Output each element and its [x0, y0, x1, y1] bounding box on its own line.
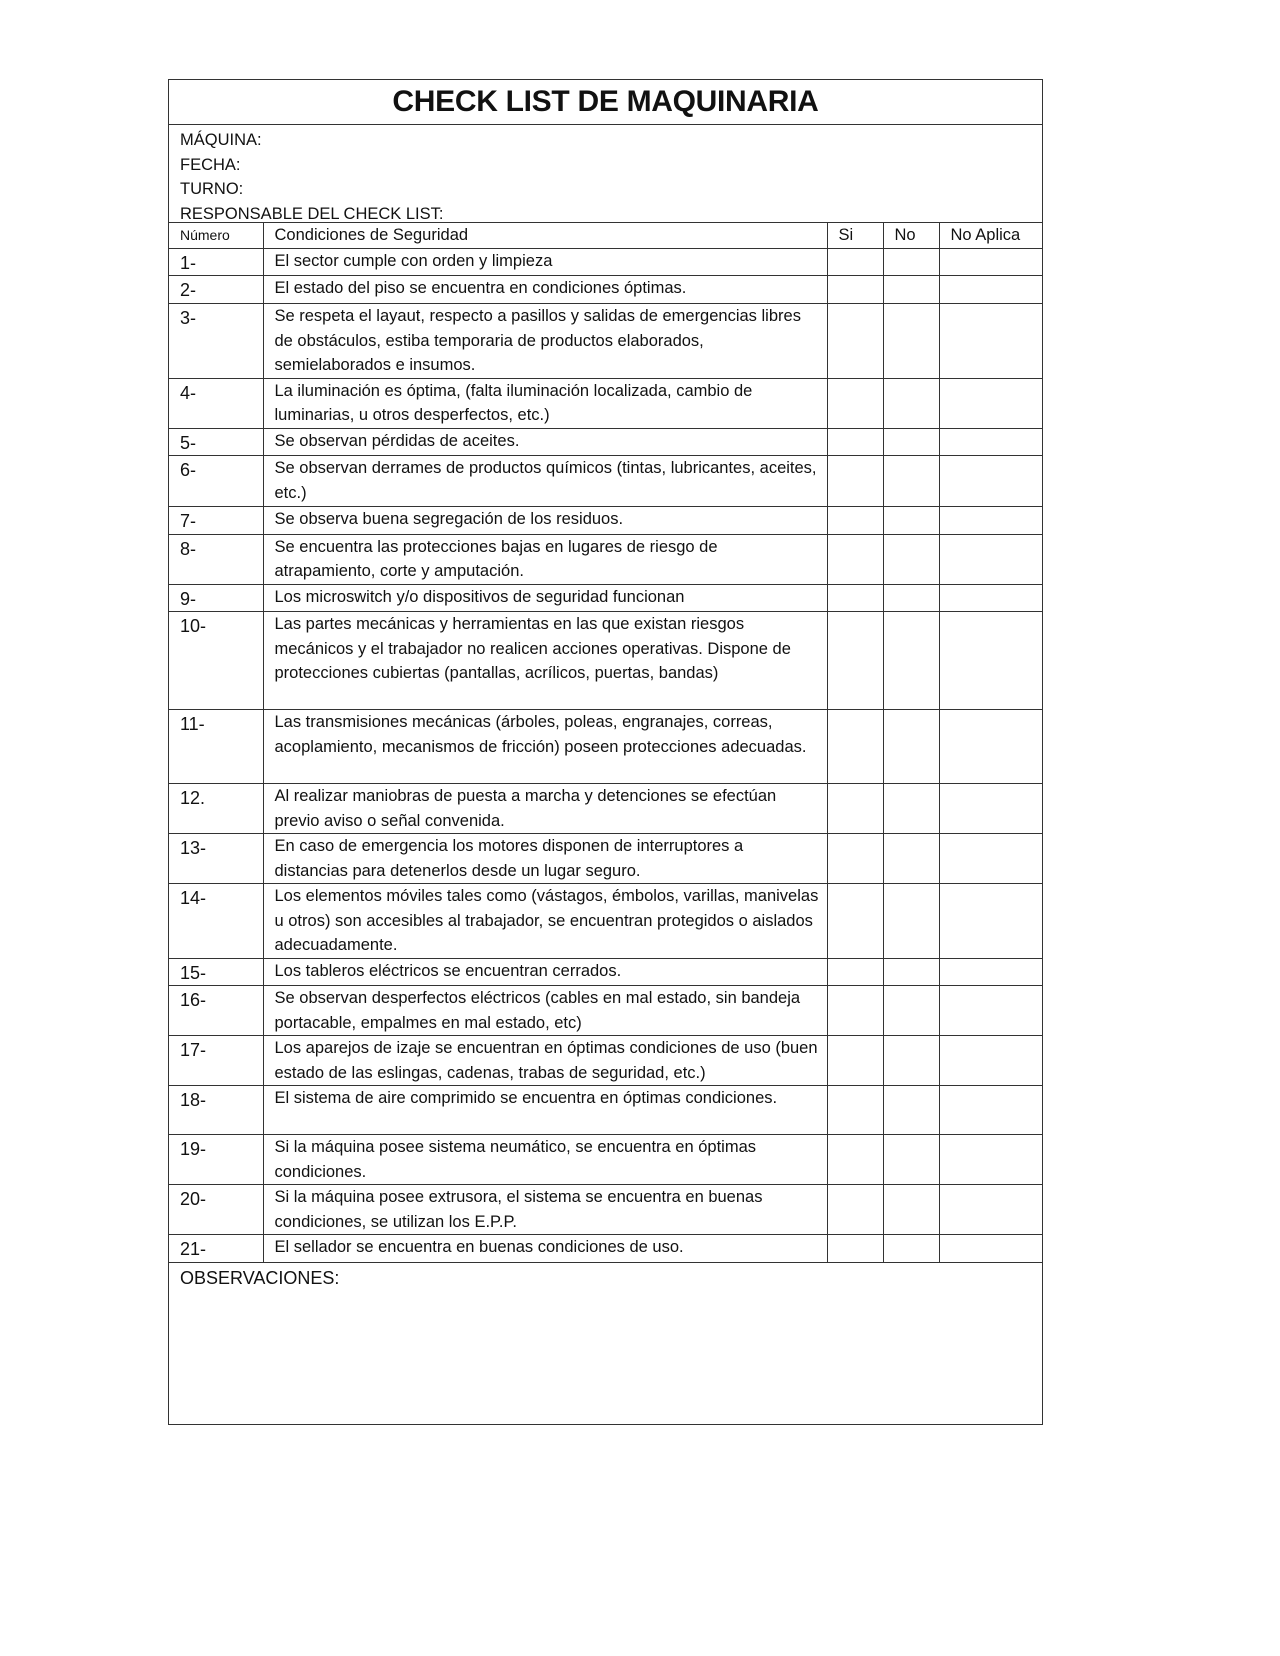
header-no: No: [883, 223, 939, 248]
observations-section[interactable]: [169, 1263, 1042, 1424]
yes-checkbox-cell[interactable]: [827, 1036, 883, 1086]
row-condition: Se observa buena segregación de los residuos.: [263, 507, 827, 535]
row-number: 7-: [169, 507, 263, 535]
yes-checkbox-cell[interactable]: [827, 378, 883, 428]
date-field[interactable]: FECHA:: [180, 155, 241, 174]
not-applicable-checkbox-cell[interactable]: [939, 584, 1042, 612]
row-number: 1-: [169, 248, 263, 276]
row-condition: Se observan pérdidas de aceites.: [263, 428, 827, 456]
not-applicable-checkbox-cell[interactable]: [939, 612, 1042, 710]
no-checkbox-cell[interactable]: [883, 248, 939, 276]
no-checkbox-cell[interactable]: [883, 1036, 939, 1086]
table-row: [169, 784, 1042, 834]
yes-checkbox-cell[interactable]: [827, 534, 883, 584]
row-condition: En caso de emergencia los motores disponen de interruptores a distancias para detenerlos desde un lugar seguro.: [263, 834, 827, 884]
no-checkbox-cell[interactable]: [883, 456, 939, 507]
not-applicable-checkbox-cell[interactable]: [939, 834, 1042, 884]
row-condition: Se respeta el layaut, respecto a pasillos y salidas de emergencias libres de obstáculos, estiba temporaria de productos elaborados, semielaborados e insumos.: [263, 304, 827, 379]
no-checkbox-cell[interactable]: [883, 507, 939, 535]
row-number: 14-: [169, 884, 263, 959]
table-row: [169, 958, 1042, 986]
row-condition: Se encuentra las protecciones bajas en lugares de riesgo de atrapamiento, corte y amputación.: [263, 534, 827, 584]
not-applicable-checkbox-cell[interactable]: [939, 784, 1042, 834]
row-number: 4-: [169, 378, 263, 428]
not-applicable-checkbox-cell[interactable]: [939, 1135, 1042, 1185]
row-condition: Al realizar maniobras de puesta a marcha y detenciones se efectúan previo aviso o señal convenida.: [263, 784, 827, 834]
row-number: 9-: [169, 584, 263, 612]
table-row: [169, 378, 1042, 428]
row-number: 20-: [169, 1185, 263, 1235]
yes-checkbox-cell[interactable]: [827, 456, 883, 507]
info-fields: [169, 125, 1042, 223]
no-checkbox-cell[interactable]: [883, 958, 939, 986]
header-number: Número: [169, 223, 263, 248]
yes-checkbox-cell[interactable]: [827, 276, 883, 304]
row-number: 2-: [169, 276, 263, 304]
table-row: [169, 1086, 1042, 1135]
no-checkbox-cell[interactable]: [883, 884, 939, 959]
row-condition: Los elementos móviles tales como (vástagos, émbolos, varillas, manivelas u otros) son accesibles al trabajador, se encuentran protegidos o aislados adecuadamente.: [263, 884, 827, 959]
row-number: 15-: [169, 958, 263, 986]
row-condition: Si la máquina posee sistema neumático, se encuentra en óptimas condiciones.: [263, 1135, 827, 1185]
table-row: [169, 884, 1042, 959]
row-condition: Se observan derrames de productos químicos (tintas, lubricantes, aceites, etc.): [263, 456, 827, 507]
row-number: 19-: [169, 1135, 263, 1185]
yes-checkbox-cell[interactable]: [827, 710, 883, 784]
yes-checkbox-cell[interactable]: [827, 1185, 883, 1235]
table-row: [169, 276, 1042, 304]
row-number: 11-: [169, 710, 263, 784]
row-condition: Las transmisiones mecánicas (árboles, poleas, engranajes, correas, acoplamiento, mecanismos de fricción) poseen protecciones adecuadas.: [263, 710, 827, 784]
row-condition: La iluminación es óptima, (falta iluminación localizada, cambio de luminarias, u otros desperfectos, etc.): [263, 378, 827, 428]
yes-checkbox-cell[interactable]: [827, 612, 883, 710]
table-row: [169, 834, 1042, 884]
row-number: 13-: [169, 834, 263, 884]
not-applicable-checkbox-cell[interactable]: [939, 428, 1042, 456]
row-condition: Los microswitch y/o dispositivos de seguridad funcionan: [263, 584, 827, 612]
yes-checkbox-cell[interactable]: [827, 507, 883, 535]
yes-checkbox-cell[interactable]: [827, 784, 883, 834]
not-applicable-checkbox-cell[interactable]: [939, 1036, 1042, 1086]
no-checkbox-cell[interactable]: [883, 428, 939, 456]
row-number: 10-: [169, 612, 263, 710]
header-yes: Si: [827, 223, 883, 248]
not-applicable-checkbox-cell[interactable]: [939, 884, 1042, 959]
row-number: 16-: [169, 986, 263, 1036]
yes-checkbox-cell[interactable]: [827, 1135, 883, 1185]
no-checkbox-cell[interactable]: [883, 378, 939, 428]
no-checkbox-cell[interactable]: [883, 986, 939, 1036]
table-row: [169, 1235, 1042, 1263]
yes-checkbox-cell[interactable]: [827, 834, 883, 884]
table-header-row: [169, 223, 1042, 248]
no-checkbox-cell[interactable]: [883, 276, 939, 304]
not-applicable-checkbox-cell[interactable]: [939, 456, 1042, 507]
table-row: [169, 456, 1042, 507]
table-row: [169, 612, 1042, 710]
no-checkbox-cell[interactable]: [883, 1135, 939, 1185]
table-row: [169, 428, 1042, 456]
no-checkbox-cell[interactable]: [883, 1086, 939, 1135]
row-condition: El sector cumple con orden y limpieza: [263, 248, 827, 276]
not-applicable-checkbox-cell[interactable]: [939, 1185, 1042, 1235]
no-checkbox-cell[interactable]: [883, 710, 939, 784]
row-number: 12.: [169, 784, 263, 834]
not-applicable-checkbox-cell[interactable]: [939, 1086, 1042, 1135]
row-condition: Las partes mecánicas y herramientas en las que existan riesgos mecánicos y el trabajador no realicen acciones operativas. Dispone de protecciones cubiertas (pantallas, acrílicos, puertas, bandas): [263, 612, 827, 710]
row-number: 5-: [169, 428, 263, 456]
yes-checkbox-cell[interactable]: [827, 428, 883, 456]
row-number: 21-: [169, 1235, 263, 1263]
not-applicable-checkbox-cell[interactable]: [939, 710, 1042, 784]
yes-checkbox-cell[interactable]: [827, 884, 883, 959]
no-checkbox-cell[interactable]: [883, 584, 939, 612]
row-number: 18-: [169, 1086, 263, 1135]
table-row: [169, 248, 1042, 276]
table-row: [169, 534, 1042, 584]
not-applicable-checkbox-cell[interactable]: [939, 1235, 1042, 1263]
table-row: [169, 584, 1042, 612]
observations-label: OBSERVACIONES:: [180, 1267, 340, 1288]
not-applicable-checkbox-cell[interactable]: [939, 276, 1042, 304]
header-condition: Condiciones de Seguridad: [263, 223, 827, 248]
no-checkbox-cell[interactable]: [883, 1185, 939, 1235]
table-row: [169, 304, 1042, 379]
yes-checkbox-cell[interactable]: [827, 584, 883, 612]
yes-checkbox-cell[interactable]: [827, 304, 883, 379]
row-number: 8-: [169, 534, 263, 584]
table-row: [169, 1036, 1042, 1086]
yes-checkbox-cell[interactable]: [827, 1086, 883, 1135]
yes-checkbox-cell[interactable]: [827, 248, 883, 276]
not-applicable-checkbox-cell[interactable]: [939, 534, 1042, 584]
safety-conditions-table: [169, 223, 1042, 1263]
not-applicable-checkbox-cell[interactable]: [939, 378, 1042, 428]
row-condition: Si la máquina posee extrusora, el sistema se encuentra en buenas condiciones, se utilizan los E.P.P.: [263, 1185, 827, 1235]
machine-field[interactable]: MÁQUINA:: [180, 131, 262, 149]
row-condition: El sellador se encuentra en buenas condiciones de uso.: [263, 1235, 827, 1263]
not-applicable-checkbox-cell[interactable]: [939, 304, 1042, 379]
not-applicable-checkbox-cell[interactable]: [939, 958, 1042, 986]
document-title: CHECK LIST DE MAQUINARIA: [169, 80, 1042, 125]
row-condition: El sistema de aire comprimido se encuentra en óptimas condiciones.: [263, 1086, 827, 1135]
responsible-field[interactable]: RESPONSABLE DEL CHECK LIST:: [180, 204, 444, 223]
row-number: 6-: [169, 456, 263, 507]
table-body: [169, 248, 1042, 1262]
table-row: [169, 710, 1042, 784]
no-checkbox-cell[interactable]: [883, 304, 939, 379]
row-condition: Los aparejos de izaje se encuentran en óptimas condiciones de uso (buen estado de las eslingas, cadenas, trabas de seguridad, etc.): [263, 1036, 827, 1086]
table-row: [169, 1185, 1042, 1235]
shift-field[interactable]: TURNO:: [180, 180, 244, 198]
table-row: [169, 1135, 1042, 1185]
no-checkbox-cell[interactable]: [883, 784, 939, 834]
header-not-applicable: No Aplica: [939, 223, 1042, 248]
row-number: 17-: [169, 1036, 263, 1086]
yes-checkbox-cell[interactable]: [827, 1235, 883, 1263]
checklist-sheet: [168, 79, 1043, 1425]
no-checkbox-cell[interactable]: [883, 1235, 939, 1263]
not-applicable-checkbox-cell[interactable]: [939, 507, 1042, 535]
yes-checkbox-cell[interactable]: [827, 986, 883, 1036]
no-checkbox-cell[interactable]: [883, 612, 939, 710]
not-applicable-checkbox-cell[interactable]: [939, 986, 1042, 1036]
row-condition: Los tableros eléctricos se encuentran cerrados.: [263, 958, 827, 986]
table-row: [169, 986, 1042, 1036]
no-checkbox-cell[interactable]: [883, 534, 939, 584]
row-condition: Se observan desperfectos eléctricos (cables en mal estado, sin bandeja portacable, empalmes en mal estado, etc): [263, 986, 827, 1036]
no-checkbox-cell[interactable]: [883, 834, 939, 884]
row-number: 3-: [169, 304, 263, 379]
row-condition: El estado del piso se encuentra en condiciones óptimas.: [263, 276, 827, 304]
table-row: [169, 507, 1042, 535]
not-applicable-checkbox-cell[interactable]: [939, 248, 1042, 276]
yes-checkbox-cell[interactable]: [827, 958, 883, 986]
